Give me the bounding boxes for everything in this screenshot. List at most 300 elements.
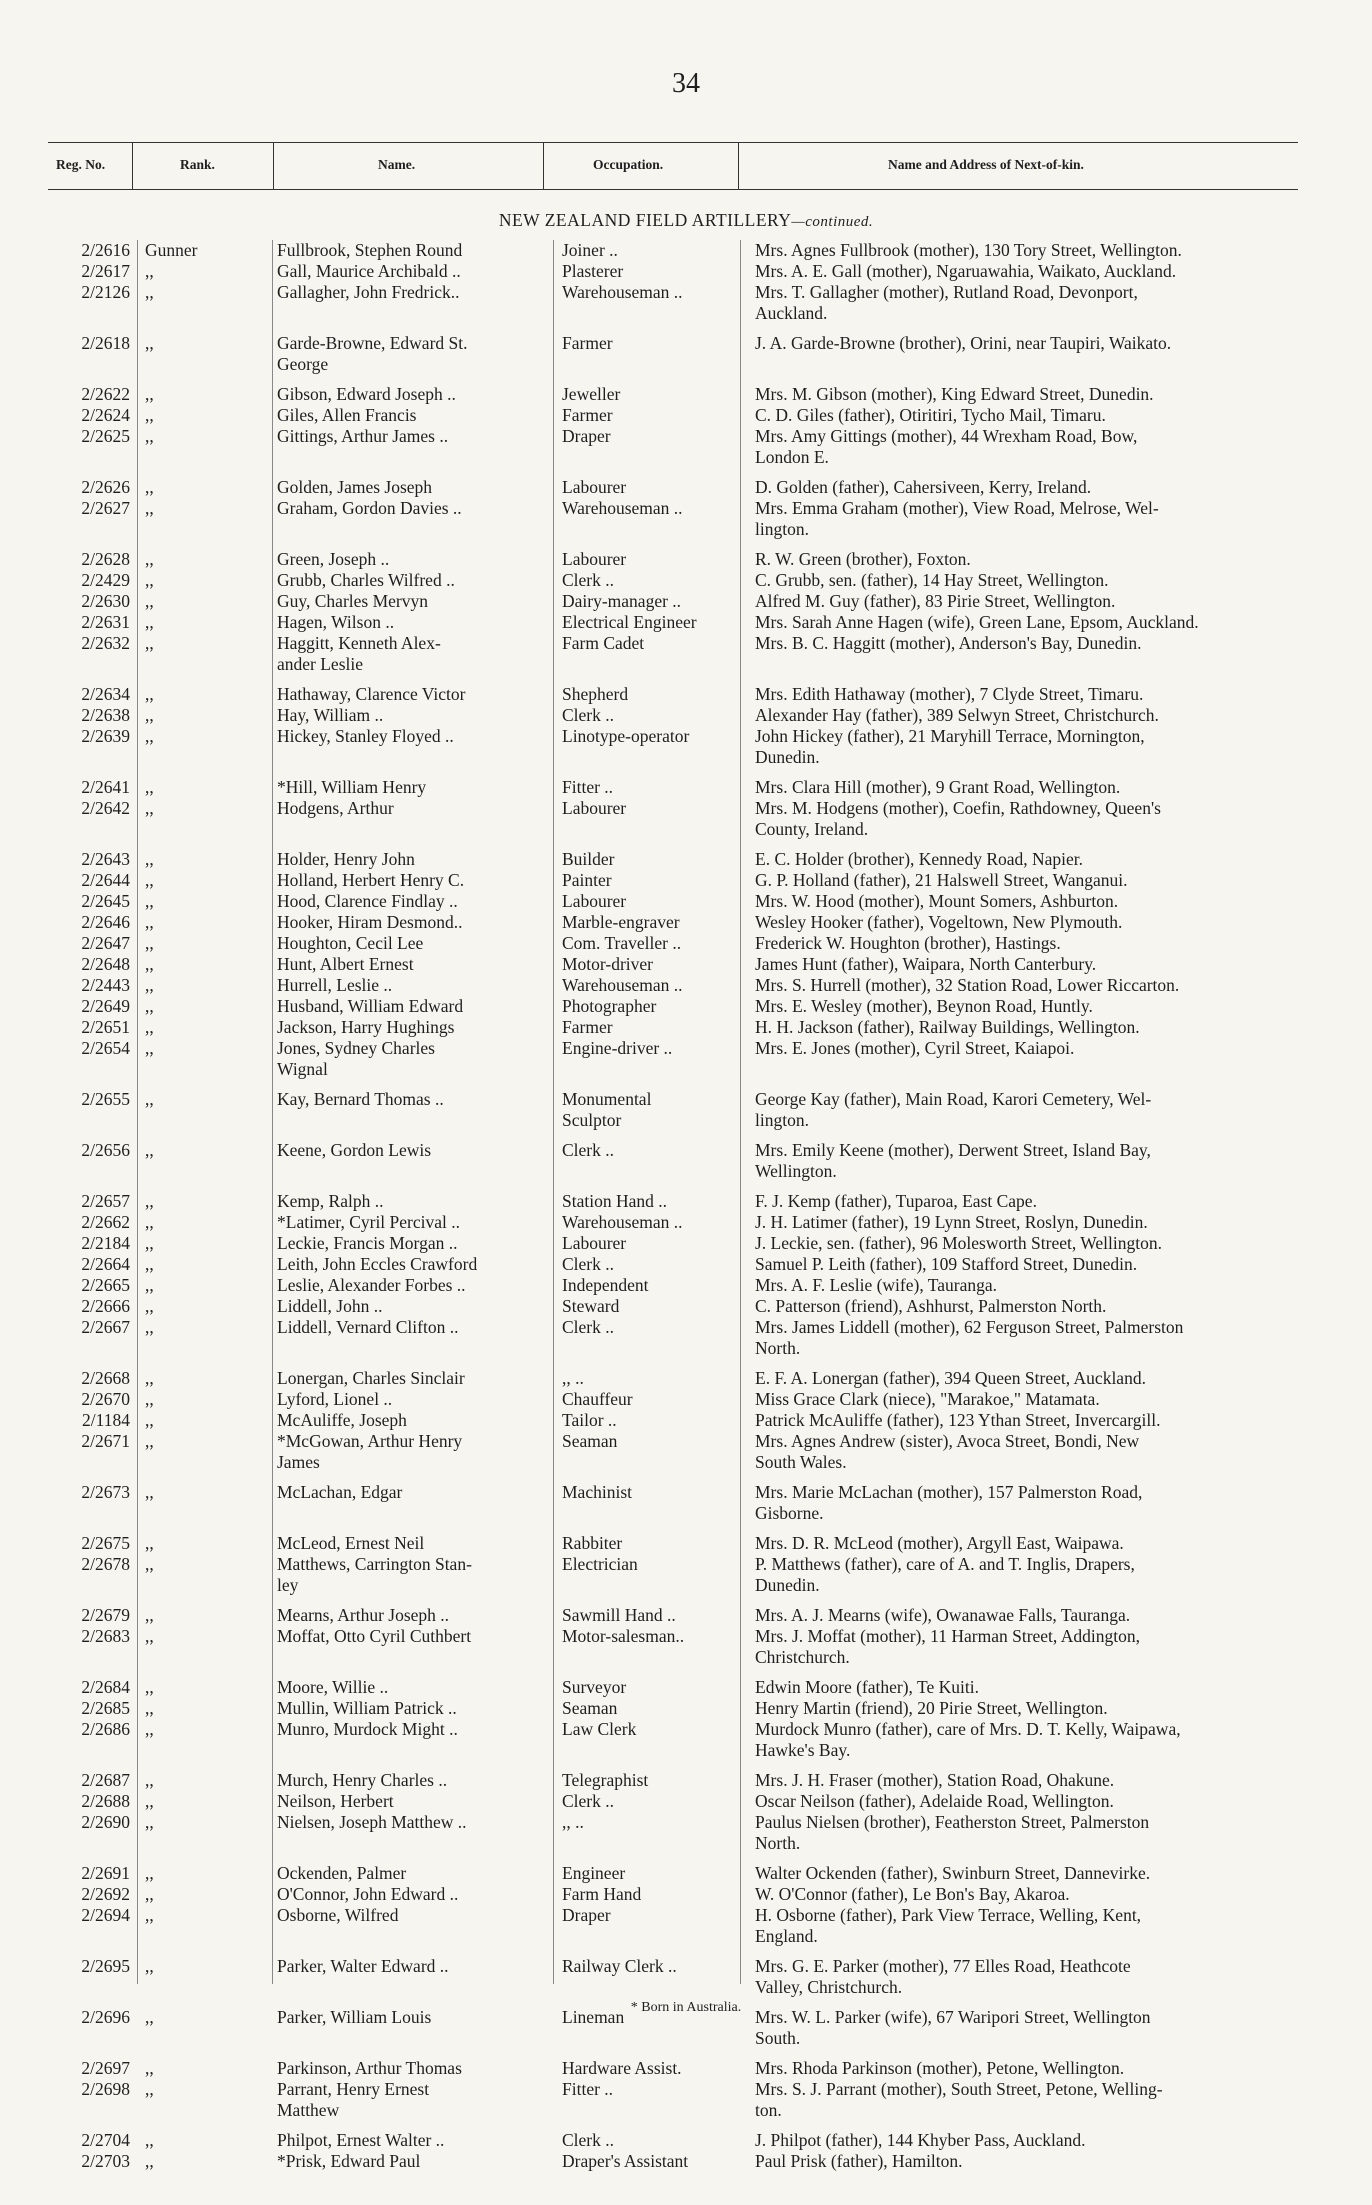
- name: Lyford, Lionel ..: [277, 1389, 393, 1409]
- occupation: Motor-salesman..: [562, 1626, 685, 1646]
- name: Hay, William ..: [277, 705, 384, 725]
- rank: ,,: [145, 282, 154, 302]
- next-of-kin: F. J. Kemp (father), Tuparoa, East Cape.: [755, 1191, 1037, 1211]
- occupation: Electrical Engineer: [562, 612, 697, 632]
- rank: ,,: [145, 891, 154, 911]
- occupation: Linotype-operator: [562, 726, 690, 746]
- name: Hagen, Wilson ..: [277, 612, 395, 632]
- name: Hathaway, Clarence Victor: [277, 684, 466, 704]
- section-title-text: NEW ZEALAND FIELD ARTILLERY: [498, 210, 792, 230]
- occupation: Draper: [562, 426, 611, 446]
- next-of-kin: Mrs. S. J. Parrant (mother), South Street, Petone, Welling- ton.: [755, 2079, 1163, 2120]
- name: Hurrell, Leslie ..: [277, 975, 393, 995]
- name: Murch, Henry Charles ..: [277, 1770, 448, 1790]
- occupation: Dairy-manager ..: [562, 591, 682, 611]
- reg-no: 2/2671: [81, 1431, 130, 1451]
- name: *McGowan, Arthur Henry James: [277, 1431, 463, 1472]
- name: Lonergan, Charles Sinclair: [277, 1368, 465, 1388]
- next-of-kin: Mrs. Clara Hill (mother), 9 Grant Road, Wellington.: [755, 777, 1121, 797]
- column-rule: [272, 240, 273, 1984]
- occupation: Fitter ..: [562, 2079, 614, 2099]
- occupation: Seaman: [562, 1698, 618, 1718]
- occupation: Hardware Assist.: [562, 2058, 682, 2078]
- name: Hodgens, Arthur: [277, 798, 394, 818]
- next-of-kin: R. W. Green (brother), Foxton.: [755, 549, 971, 569]
- reg-no: 2/2643: [81, 849, 130, 869]
- name: Houghton, Cecil Lee: [277, 933, 424, 953]
- rank: ,,: [145, 261, 154, 281]
- next-of-kin: George Kay (father), Main Road, Karori Cemetery, Wel- lington.: [755, 1089, 1152, 1130]
- name: Garde-Browne, Edward St. George: [277, 333, 468, 374]
- name: Leslie, Alexander Forbes ..: [277, 1275, 466, 1295]
- name: Matthews, Carrington Stan- ley: [277, 1554, 472, 1595]
- occupation: Motor-driver: [562, 954, 654, 974]
- occupation: Labourer: [562, 1233, 627, 1253]
- name: Keene, Gordon Lewis: [277, 1140, 432, 1160]
- name: McAuliffe, Joseph: [277, 1410, 407, 1430]
- reg-no: 2/2626: [81, 477, 130, 497]
- occupation: Labourer: [562, 549, 627, 569]
- rank: ,,: [145, 1905, 154, 1925]
- name: Hood, Clarence Findlay ..: [277, 891, 458, 911]
- occupation: Clerk ..: [562, 2130, 615, 2150]
- next-of-kin: Mrs. Agnes Fullbrook (mother), 130 Tory Street, Wellington.: [755, 240, 1182, 260]
- header-divider: [132, 143, 133, 189]
- reg-no: 2/2665: [81, 1275, 130, 1295]
- next-of-kin: Mrs. B. C. Haggitt (mother), Anderson's Bay, Dunedin.: [755, 633, 1142, 653]
- name: Philpot, Ernest Walter ..: [277, 2130, 445, 2150]
- name: O'Connor, John Edward ..: [277, 1884, 459, 1904]
- occupation: Telegraphist: [562, 1770, 649, 1790]
- next-of-kin: E. F. A. Lonergan (father), 394 Queen Street, Auckland.: [755, 1368, 1146, 1388]
- rank: ,,: [145, 1863, 154, 1883]
- reg-no: 2/2648: [81, 954, 130, 974]
- name: Liddell, Vernard Clifton ..: [277, 1317, 459, 1337]
- occupation: Labourer: [562, 891, 627, 911]
- reg-no: 2/2673: [81, 1482, 130, 1502]
- rank: ,,: [145, 1956, 154, 1976]
- name: Parrant, Henry Ernest Matthew: [277, 2079, 430, 2120]
- reg-no: 2/2687: [81, 1770, 130, 1790]
- rank: ,,: [145, 498, 154, 518]
- next-of-kin: Alexander Hay (father), 389 Selwyn Street, Christchurch.: [755, 705, 1159, 725]
- reg-no: 2/2639: [81, 726, 130, 746]
- occupation: Engineer: [562, 1863, 626, 1883]
- column-rule: [553, 240, 554, 1984]
- name: Fullbrook, Stephen Round: [277, 240, 463, 260]
- reg-no: 2/2634: [81, 684, 130, 704]
- next-of-kin: Mrs. Amy Gittings (mother), 44 Wrexham Road, Bow, London E.: [755, 426, 1138, 467]
- next-of-kin: Mrs. James Liddell (mother), 62 Ferguson Street, Palmerston North.: [755, 1317, 1184, 1358]
- occupation: Station Hand ..: [562, 1191, 667, 1211]
- reg-no: 2/2678: [81, 1554, 130, 1574]
- reg-no: 2/2664: [81, 1254, 130, 1274]
- reg-no: 2/2694: [81, 1905, 130, 1925]
- rank: ,,: [145, 1677, 154, 1697]
- rank: ,,: [145, 705, 154, 725]
- occupation: Law Clerk: [562, 1719, 637, 1739]
- occupation: Chauffeur: [562, 1389, 633, 1409]
- rank: ,,: [145, 1275, 154, 1295]
- rank: ,,: [145, 333, 154, 353]
- next-of-kin: Paul Prisk (father), Hamilton.: [755, 2151, 963, 2171]
- rank: ,,: [145, 1698, 154, 1718]
- rank: ,,: [145, 954, 154, 974]
- rank: ,,: [145, 777, 154, 797]
- name: *Prisk, Edward Paul: [277, 2151, 421, 2171]
- name: Gall, Maurice Archibald ..: [277, 261, 461, 281]
- name: Mearns, Arthur Joseph ..: [277, 1605, 450, 1625]
- reg-no: 2/2656: [81, 1140, 130, 1160]
- section-title: [0, 210, 1372, 231]
- next-of-kin: P. Matthews (father), care of A. and T. Inglis, Drapers, Dunedin.: [755, 1554, 1135, 1595]
- rank: ,,: [145, 1791, 154, 1811]
- reg-no: 2/1184: [82, 1410, 130, 1430]
- rank: ,,: [145, 2007, 154, 2027]
- next-of-kin: J. H. Latimer (father), 19 Lynn Street, Roslyn, Dunedin.: [755, 1212, 1148, 1232]
- next-of-kin: Mrs. M. Gibson (mother), King Edward Street, Dunedin.: [755, 384, 1154, 404]
- occupation: Rabbiter: [562, 1533, 623, 1553]
- next-of-kin: Miss Grace Clark (niece), "Marakoe," Matamata.: [755, 1389, 1100, 1409]
- next-of-kin: Henry Martin (friend), 20 Pirie Street, Wellington.: [755, 1698, 1108, 1718]
- rank: ,,: [145, 2130, 154, 2150]
- next-of-kin: G. P. Holland (father), 21 Halswell Street, Wanganui.: [755, 870, 1128, 890]
- reg-no: 2/2698: [81, 2079, 130, 2099]
- next-of-kin: Mrs. Agnes Andrew (sister), Avoca Street, Bondi, New South Wales.: [755, 1431, 1140, 1472]
- reg-no: 2/2616: [81, 240, 130, 260]
- rank: ,,: [145, 1389, 154, 1409]
- rank: ,,: [145, 2079, 154, 2099]
- next-of-kin: Mrs. A. J. Mearns (wife), Owanawae Falls, Tauranga.: [755, 1605, 1131, 1625]
- header-rank: Rank.: [180, 157, 215, 172]
- name: *Hill, William Henry: [277, 777, 427, 797]
- reg-no: 2/2642: [81, 798, 130, 818]
- next-of-kin: Mrs. G. E. Parker (mother), 77 Elles Road, Heathcote Valley, Christchurch.: [755, 1956, 1131, 1997]
- header-divider: [738, 143, 739, 189]
- occupation: Draper's Assistant: [562, 2151, 689, 2171]
- rank: ,,: [145, 1533, 154, 1553]
- header-next-of-kin: Name and Address of Next-of-kin.: [888, 157, 1084, 172]
- occupation: Tailor ..: [562, 1410, 617, 1430]
- rank: ,,: [145, 1254, 154, 1274]
- table-header: [48, 142, 1298, 190]
- next-of-kin: Patrick McAuliffe (father), 123 Ythan Street, Invercargill.: [755, 1410, 1161, 1430]
- name: Green, Joseph ..: [277, 549, 390, 569]
- name: Hickey, Stanley Floyed ..: [277, 726, 454, 746]
- reg-no: 2/2618: [81, 333, 130, 353]
- name: Gallagher, John Fredrick..: [277, 282, 460, 302]
- occupation: Fitter ..: [562, 777, 614, 797]
- next-of-kin: W. O'Connor (father), Le Bon's Bay, Akaroa.: [755, 1884, 1070, 1904]
- occupation: Shepherd: [562, 684, 629, 704]
- rank: ,,: [145, 1038, 154, 1058]
- name: Neilson, Herbert: [277, 1791, 394, 1811]
- next-of-kin: C. Patterson (friend), Ashhurst, Palmerston North.: [755, 1296, 1107, 1316]
- occupation: Labourer: [562, 477, 627, 497]
- next-of-kin: Wesley Hooker (father), Vogeltown, New Plymouth.: [755, 912, 1123, 932]
- rank: ,,: [145, 1719, 154, 1739]
- reg-no: 2/2641: [81, 777, 130, 797]
- reg-no: 2/2690: [81, 1812, 130, 1832]
- reg-no: 2/2685: [81, 1698, 130, 1718]
- reg-no: 2/2638: [81, 705, 130, 725]
- rank: ,,: [145, 726, 154, 746]
- occupation: Steward: [562, 1296, 620, 1316]
- page-number: 34: [672, 68, 700, 99]
- next-of-kin: Mrs. E. Jones (mother), Cyril Street, Kaiapoi.: [755, 1038, 1075, 1058]
- reg-no: 2/2429: [81, 570, 130, 590]
- rank: ,,: [145, 1212, 154, 1232]
- footnote: * Born in Australia.: [630, 2000, 742, 2015]
- rank: ,,: [145, 426, 154, 446]
- reg-no: 2/2704: [81, 2130, 130, 2150]
- name: McLachan, Edgar: [277, 1482, 403, 1502]
- name: Moore, Willie ..: [277, 1677, 389, 1697]
- occupation: Farmer: [562, 405, 613, 425]
- reg-no: 2/2622: [81, 384, 130, 404]
- next-of-kin: J. Leckie, sen. (father), 96 Molesworth Street, Wellington.: [755, 1233, 1162, 1253]
- column-rule: [740, 240, 741, 1984]
- occupation: Machinist: [562, 1482, 632, 1502]
- name: Jones, Sydney Charles Wignal: [277, 1038, 435, 1079]
- reg-no: 2/2697: [81, 2058, 130, 2078]
- rank: ,,: [145, 1140, 154, 1160]
- reg-no: 2/2628: [81, 549, 130, 569]
- reg-no: 2/2692: [81, 1884, 130, 1904]
- occupation: Warehouseman ..: [562, 975, 683, 995]
- rank: ,,: [145, 1812, 154, 1832]
- name: *Latimer, Cyril Percival ..: [277, 1212, 460, 1232]
- column-rule: [137, 240, 138, 1984]
- name: Liddell, John ..: [277, 1296, 383, 1316]
- occupation: Warehouseman ..: [562, 282, 683, 302]
- reg-no: 2/2668: [81, 1368, 130, 1388]
- name: Parkinson, Arthur Thomas: [277, 2058, 462, 2078]
- occupation: Clerk ..: [562, 1140, 615, 1160]
- rank: ,,: [145, 849, 154, 869]
- rank: ,,: [145, 996, 154, 1016]
- occupation: Railway Clerk ..: [562, 1956, 677, 1976]
- occupation: Monumental Sculptor: [562, 1089, 652, 1130]
- rank: ,,: [145, 1017, 154, 1037]
- rank: ,,: [145, 1626, 154, 1646]
- rank: ,,: [145, 1233, 154, 1253]
- rank: ,,: [145, 1554, 154, 1574]
- reg-no: 2/2675: [81, 1533, 130, 1553]
- rank: ,,: [145, 477, 154, 497]
- name: Husband, William Edward: [277, 996, 464, 1016]
- rank: ,,: [145, 384, 154, 404]
- occupation: Farm Cadet: [562, 633, 645, 653]
- next-of-kin: Mrs. M. Hodgens (mother), Coefin, Rathdowney, Queen's County, Ireland.: [755, 798, 1161, 839]
- next-of-kin: Mrs. Rhoda Parkinson (mother), Petone, Wellington.: [755, 2058, 1125, 2078]
- rank: ,,: [145, 912, 154, 932]
- rank: ,,: [145, 2151, 154, 2171]
- occupation: Electrician: [562, 1554, 638, 1574]
- occupation: Builder: [562, 849, 615, 869]
- next-of-kin: Edwin Moore (father), Te Kuiti.: [755, 1677, 979, 1697]
- occupation: Jeweller: [562, 384, 621, 404]
- next-of-kin: H. Osborne (father), Park View Terrace, Welling, Kent, England.: [755, 1905, 1142, 1946]
- name: Ockenden, Palmer: [277, 1863, 407, 1883]
- rank: ,,: [145, 570, 154, 590]
- rank: ,,: [145, 1410, 154, 1430]
- occupation: Clerk ..: [562, 570, 615, 590]
- next-of-kin: Mrs. Sarah Anne Hagen (wife), Green Lane, Epsom, Auckland.: [755, 612, 1199, 632]
- rank: ,,: [145, 633, 154, 653]
- name: Grubb, Charles Wilfred ..: [277, 570, 455, 590]
- reg-no: 2/2646: [81, 912, 130, 932]
- next-of-kin: Alfred M. Guy (father), 83 Pirie Street, Wellington.: [755, 591, 1116, 611]
- rank: ,,: [145, 612, 154, 632]
- rank: ,,: [145, 975, 154, 995]
- reg-no: 2/2184: [81, 1233, 130, 1253]
- name: Munro, Murdock Might ..: [277, 1719, 458, 1739]
- reg-no: 2/2627: [81, 498, 130, 518]
- rank: ,,: [145, 684, 154, 704]
- occupation: Seaman: [562, 1431, 618, 1451]
- occupation: Marble-engraver: [562, 912, 680, 932]
- reg-no: 2/2632: [81, 633, 130, 653]
- reg-no: 2/2662: [81, 1212, 130, 1232]
- next-of-kin: Murdock Munro (father), care of Mrs. D. T. Kelly, Waipawa, Hawke's Bay.: [755, 1719, 1181, 1760]
- reg-no: 2/2666: [81, 1296, 130, 1316]
- next-of-kin: Mrs. Emily Keene (mother), Derwent Street, Island Bay, Wellington.: [755, 1140, 1151, 1181]
- reg-no: 2/2625: [81, 426, 130, 446]
- name: Jackson, Harry Hughings: [277, 1017, 455, 1037]
- next-of-kin: Walter Ockenden (father), Swinburn Street, Dannevirke.: [755, 1863, 1151, 1883]
- name: Hunt, Albert Ernest: [277, 954, 414, 974]
- next-of-kin: Mrs. J. Moffat (mother), 11 Harman Street, Addington, Christchurch.: [755, 1626, 1140, 1667]
- name: Nielsen, Joseph Matthew ..: [277, 1812, 467, 1832]
- reg-no: 2/2647: [81, 933, 130, 953]
- header-occupation: Occupation.: [593, 157, 664, 172]
- occupation: Warehouseman ..: [562, 1212, 683, 1232]
- rank: ,,: [145, 1605, 154, 1625]
- occupation: Joiner ..: [562, 240, 618, 260]
- reg-no: 2/2617: [81, 261, 130, 281]
- reg-no: 2/2684: [81, 1677, 130, 1697]
- occupation: Labourer: [562, 798, 627, 818]
- reg-no: 2/2679: [81, 1605, 130, 1625]
- rank: ,,: [145, 591, 154, 611]
- reg-no: 2/2649: [81, 996, 130, 1016]
- reg-no: 2/2670: [81, 1389, 130, 1409]
- occupation: Surveyor: [562, 1677, 627, 1697]
- name: Holland, Herbert Henry C.: [277, 870, 465, 890]
- occupation: ,, ..: [562, 1812, 584, 1832]
- name: Osborne, Wilfred: [277, 1905, 399, 1925]
- name: Golden, James Joseph: [277, 477, 433, 497]
- next-of-kin: Oscar Neilson (father), Adelaide Road, Wellington.: [755, 1791, 1114, 1811]
- name: Graham, Gordon Davies ..: [277, 498, 462, 518]
- occupation: Lineman: [562, 2007, 625, 2027]
- header-divider: [273, 143, 274, 189]
- reg-no: 2/2651: [81, 1017, 130, 1037]
- next-of-kin: Mrs. S. Hurrell (mother), 32 Station Road, Lower Riccarton.: [755, 975, 1180, 995]
- next-of-kin: Mrs. Emma Graham (mother), View Road, Melrose, Wel- lington.: [755, 498, 1159, 539]
- rank: ,,: [145, 933, 154, 953]
- occupation: Warehouseman ..: [562, 498, 683, 518]
- next-of-kin: Mrs. T. Gallagher (mother), Rutland Road, Devonport, Auckland.: [755, 282, 1138, 323]
- reg-no: 2/2126: [81, 282, 130, 302]
- next-of-kin: Mrs. Edith Hathaway (mother), 7 Clyde Street, Timaru.: [755, 684, 1144, 704]
- occupation: Clerk ..: [562, 1254, 615, 1274]
- next-of-kin: Mrs. E. Wesley (mother), Beynon Road, Huntly.: [755, 996, 1093, 1016]
- name: Hooker, Hiram Desmond..: [277, 912, 463, 932]
- name: Gibson, Edward Joseph ..: [277, 384, 456, 404]
- rank: ,,: [145, 405, 154, 425]
- next-of-kin: Mrs. A. F. Leslie (wife), Tauranga.: [755, 1275, 997, 1295]
- occupation: Sawmill Hand ..: [562, 1605, 676, 1625]
- name: Moffat, Otto Cyril Cuthbert: [277, 1626, 472, 1646]
- occupation: Plasterer: [562, 261, 624, 281]
- name: Leckie, Francis Morgan ..: [277, 1233, 458, 1253]
- reg-no: 2/2695: [81, 1956, 130, 1976]
- rank: ,,: [145, 1317, 154, 1337]
- rank: ,,: [145, 870, 154, 890]
- rank: ,,: [145, 1431, 154, 1451]
- occupation: Engine-driver ..: [562, 1038, 673, 1058]
- next-of-kin: Mrs. J. H. Fraser (mother), Station Road, Ohakune.: [755, 1770, 1115, 1790]
- name: Parker, William Louis: [277, 2007, 432, 2027]
- next-of-kin: Mrs. D. R. McLeod (mother), Argyll East, Waipawa.: [755, 1533, 1124, 1553]
- header-divider: [543, 143, 544, 189]
- occupation: Farmer: [562, 333, 613, 353]
- next-of-kin: Frederick W. Houghton (brother), Hastings.: [755, 933, 1061, 953]
- occupation: Com. Traveller ..: [562, 933, 682, 953]
- rank: ,,: [145, 1482, 154, 1502]
- reg-no: 2/2624: [81, 405, 130, 425]
- occupation: ,, ..: [562, 1368, 584, 1388]
- occupation: Clerk ..: [562, 705, 615, 725]
- name: Holder, Henry John: [277, 849, 415, 869]
- reg-no: 2/2696: [81, 2007, 130, 2027]
- name: Guy, Charles Mervyn: [277, 591, 428, 611]
- name: Giles, Allen Francis: [277, 405, 417, 425]
- reg-no: 2/2644: [81, 870, 130, 890]
- name: Gittings, Arthur James ..: [277, 426, 449, 446]
- reg-no: 2/2443: [81, 975, 130, 995]
- reg-no: 2/2683: [81, 1626, 130, 1646]
- occupation: Clerk ..: [562, 1791, 615, 1811]
- rank: ,,: [145, 1770, 154, 1790]
- next-of-kin: James Hunt (father), Waipara, North Canterbury.: [755, 954, 1097, 974]
- next-of-kin: Mrs. A. E. Gall (mother), Ngaruawahia, Waikato, Auckland.: [755, 261, 1177, 281]
- reg-no: 2/2657: [81, 1191, 130, 1211]
- next-of-kin: C. Grubb, sen. (father), 14 Hay Street, Wellington.: [755, 570, 1109, 590]
- next-of-kin: John Hickey (father), 21 Maryhill Terrace, Mornington, Dunedin.: [755, 726, 1145, 767]
- name: McLeod, Ernest Neil: [277, 1533, 425, 1553]
- occupation: Independent: [562, 1275, 649, 1295]
- name: Mullin, William Patrick ..: [277, 1698, 457, 1718]
- header-reg-no: Reg. No.: [56, 157, 106, 172]
- reg-no: 2/2686: [81, 1719, 130, 1739]
- rank: ,,: [145, 1191, 154, 1211]
- next-of-kin: Paulus Nielsen (brother), Featherston Street, Palmerston North.: [755, 1812, 1150, 1853]
- reg-no: 2/2655: [81, 1089, 130, 1109]
- next-of-kin: J. Philpot (father), 144 Khyber Pass, Auckland.: [755, 2130, 1086, 2150]
- rank: ,,: [145, 798, 154, 818]
- occupation: Painter: [562, 870, 612, 890]
- next-of-kin: E. C. Holder (brother), Kennedy Road, Napier.: [755, 849, 1084, 869]
- name: Kemp, Ralph ..: [277, 1191, 384, 1211]
- header-name: Name.: [378, 157, 416, 172]
- occupation: Draper: [562, 1905, 611, 1925]
- occupation: Clerk ..: [562, 1317, 615, 1337]
- reg-no: 2/2688: [81, 1791, 130, 1811]
- rank: ,,: [145, 2058, 154, 2078]
